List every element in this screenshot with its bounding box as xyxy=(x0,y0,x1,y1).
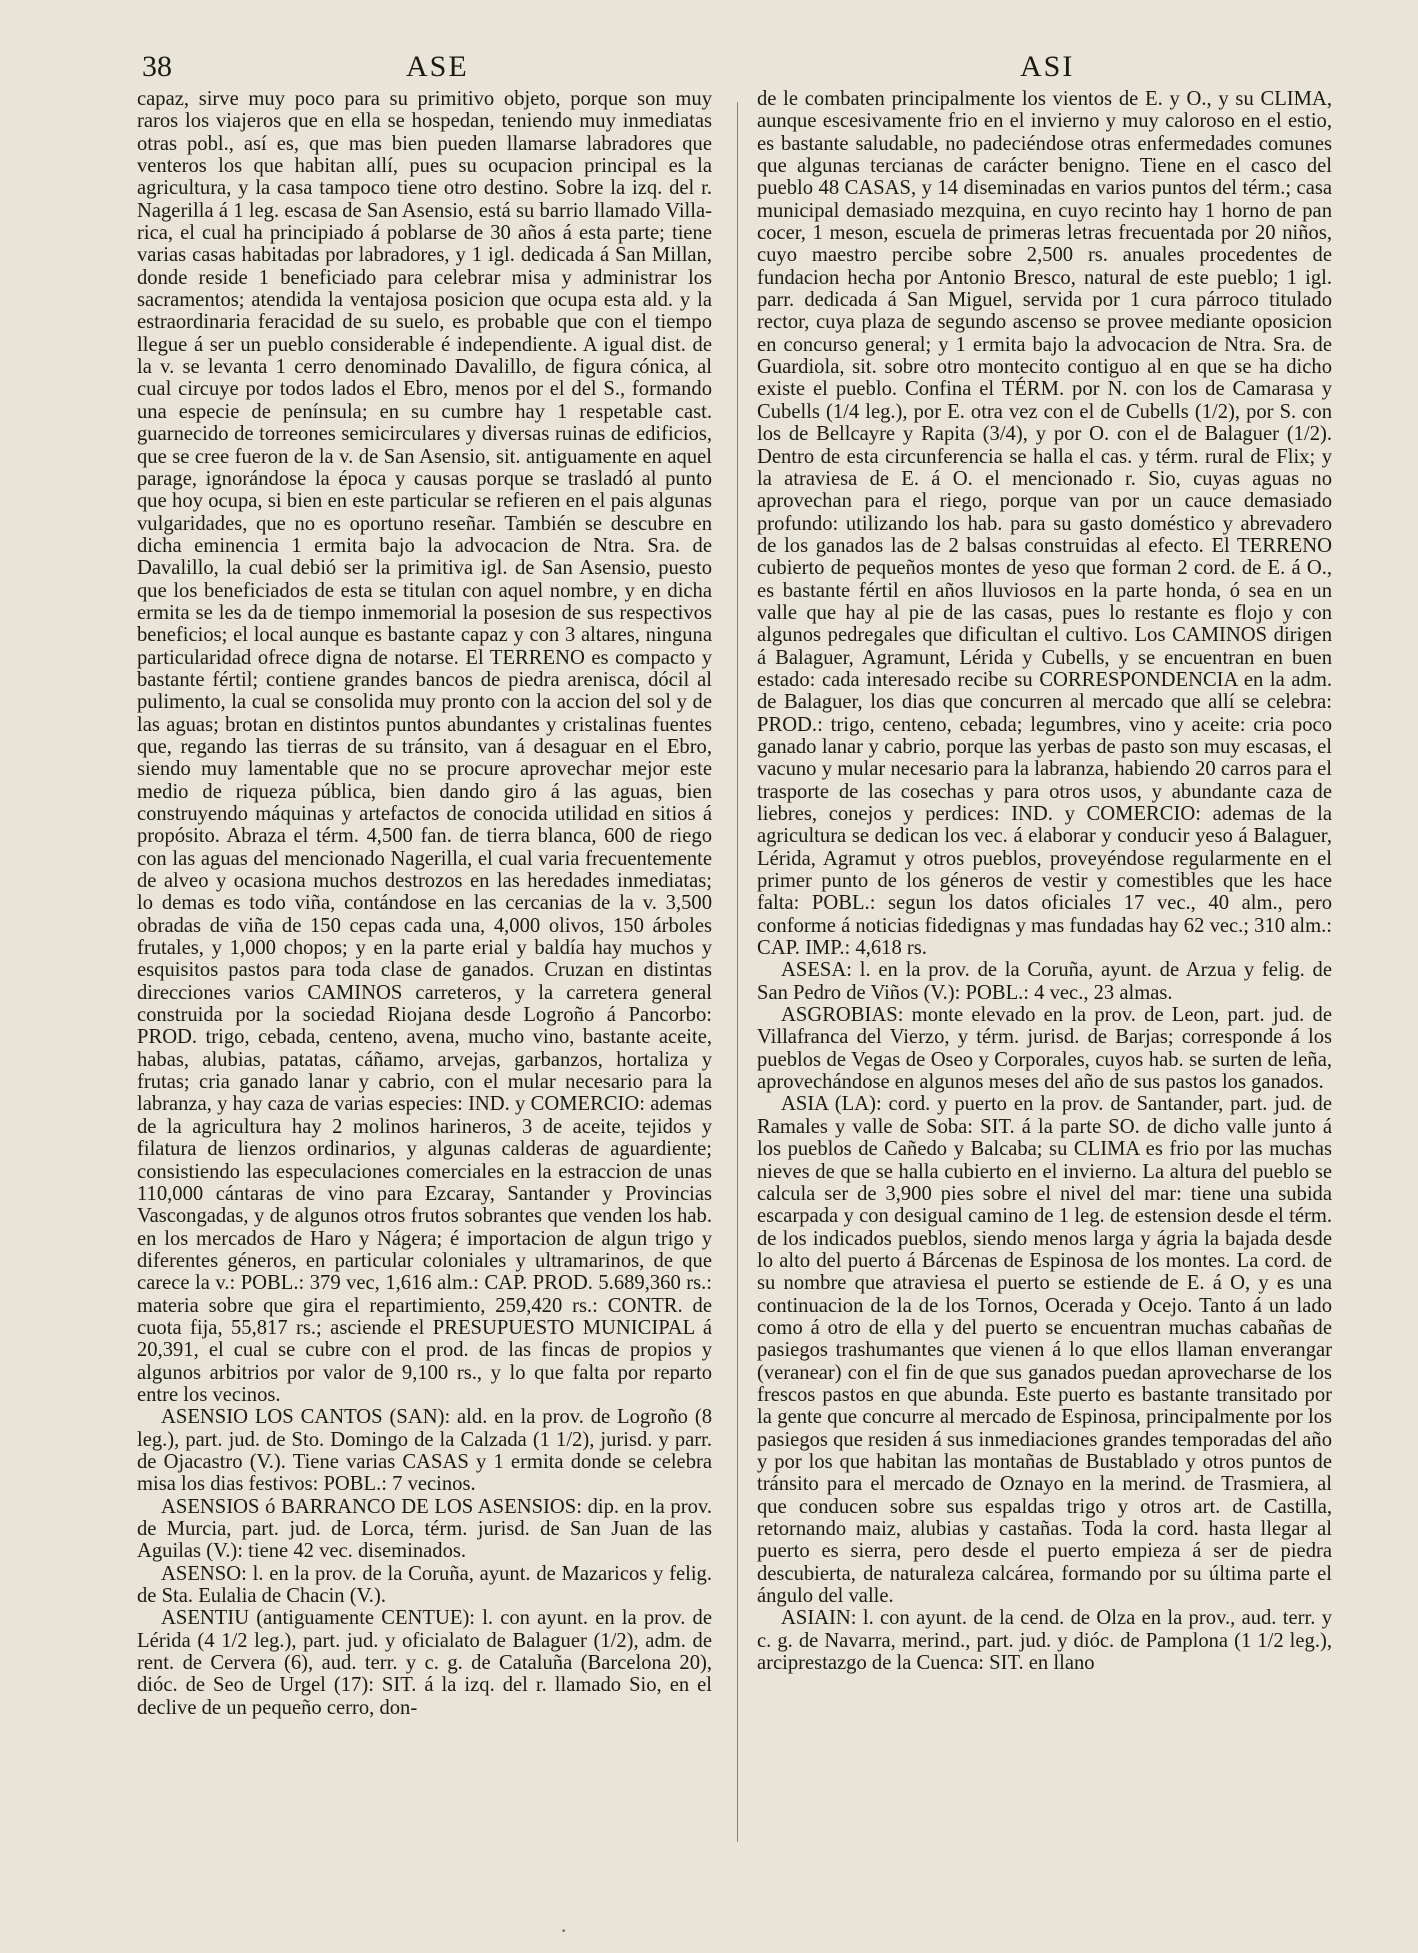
entry-text: : l. con ayunt. de la cend. de Olza en la prov., aud. terr. y c. g. de Navarra, merind., part. jud. y dióc. de Pamplona (1 1/2 leg.), arciprestazgo de la Cuenca: SIT. en llano xyxy=(757,1607,1332,1675)
entry-headword: ASENTIU xyxy=(161,1607,250,1630)
left-column xyxy=(137,88,712,1928)
running-head-left: ASE xyxy=(406,50,469,83)
entry-headword: ASGROBIAS xyxy=(781,1004,898,1027)
entry-headword: ASENSO xyxy=(161,1562,242,1585)
entry-headword: ASESA xyxy=(781,959,847,982)
dictionary-entry xyxy=(137,1563,712,1608)
footer-mark: · xyxy=(560,1918,568,1943)
entry-text: ó BARRANCO DE LOS ASENSIOS: dip. en la prov. de Murcia, part. jud. de Lorca, térm. jurisd. de San Juan de las Aguilas (V.): tiene 42 vec. diseminados. xyxy=(137,1495,712,1563)
entry-text: (antiguamente CENTUE): l. con ayunt. en la prov. de Lérida (4 1/2 leg.), part. jud. y oficialato de Balaguer (1/2), adm. de rent. de Cervera (6), aud. terr. y c. g. de Cataluña (Barcelona 20), dióc. de Seo de Urgel (17): SIT. á la izq. del r. llamado Sio, en el declive de un pequeño cerro, don- xyxy=(137,1607,712,1719)
dictionary-entry xyxy=(137,1607,712,1719)
dictionary-entry xyxy=(757,959,1332,1004)
entry-text: (LA): cord. y puerto en la prov. de Santander, part. jud. de Ramales y valle de Soba: SIT. á la parte SO. de dicho valle junto á los pueblos de Cañedo y Balcaba; su CLIMA es frio por las muchas nieves de que se halla cubierto en el invierno. La altura del pueblo se calcula ser de 3,900 pies sobre el nivel del mar: tiene una subida escarpada y con desigual camino de 1 leg. de estension desde el térm. de los indicados pueblos, siendo menos larga y ágria la bajada desde lo alto del puerto á Bárcenas de Espinosa de los montes. La cord. de su nombre que atraviesa el puerto se estiende de E. á O, y es una continuacion de la de los Tornos, Ocerada y Ocejo. Tanto á un lado como á otro de ella y del puerto se encuentran muchas cabañas de pasiegos trashumantes que vienen á lo que ellos llaman enverangar (veranear) con el fin de que sus ganados puedan aprovecharse de los frescos pastos en que abunda. Este puerto es bastante transitado por la gente que concurre al mercado de Espinosa, principalmente por los pasiegos que residen á sus inmediaciones grandes temporadas del año y por los que habitan las montañas de Bustablado y otros puntos de tránsito para el mercado de Oznayo en la merind. de Trasmiera, al que conducen sobre sus espaldas trigo y otros art. de Castilla, retornando maiz, alubias y castañas. Toda la cord. hasta llegar al puerto es sierra, pero desde el puerto empieza á ser de piedra descubierta, de naturaleza calcárea, formando por su última parte el ángulo del valle. xyxy=(757,1093,1332,1608)
entry-headword: ASIAIN xyxy=(781,1607,851,1630)
dictionary-entry xyxy=(757,1607,1332,1674)
dictionary-entry xyxy=(757,1004,1332,1093)
running-head-right: ASI xyxy=(1020,50,1075,83)
entry-headword: ASENSIOS xyxy=(161,1495,260,1518)
right-column xyxy=(757,88,1332,1928)
entry-headword: ASIA xyxy=(781,1093,828,1116)
entry-continuation: de le combaten principalmente los vientos de E. y O., y su CLIMA, aunque escesivamente frio en el invierno y muy caloroso en el estio, es bastante saludable, no padeciéndose otras enfermedades comunes que algunas tercianas de carácter benigno. Tiene en el casco del pueblo 48 CASAS, y 14 diseminadas en varios puntos del térm.; casa municipal demasiado mezquina, en cuyo recinto hay 1 horno de pan cocer, 1 meson, escuela de primeras letras frecuentada por 20 niños, cuyo maestro percibe sobre 2,500 rs. anuales procedentes de fundacion hecha por Antonio Bresco, natural de este pueblo; 1 igl. parr. dedicada á San Miguel, servida por 1 cura párroco titulado rector, cuya plaza de segundo ascenso se provee mediante oposicion en concurso general; y 1 ermita bajo la advocacion de Ntra. Sra. de Guardiola, sit. sobre otro montecito contiguo al en que se ha dicho existe el pueblo. Confina el TÉRM. por N. con los de Camarasa y Cubells (1/4 leg.), por E. otra vez con el de Cubells (1/2), por S. con los de Bellcayre y Rapita (3/4), y por O. con el de Balaguer (1/2). Dentro de esta circunferencia se halla el cas. y térm. rural de Flix; y la atraviesa de E. á O. el mencionado r. Sio, cuyas aguas no aprovechan para el riego, porque van por un cauce demasiado profundo: utilizando los hab. para su gasto doméstico y abrevadero de los ganados las de 2 balsas construidas al efecto. El TERRENO cubierto de pequeños montes de yeso que forman 2 cord. de E. á O., es bastante fértil en años lluviosos en la parte honda, ó sea en un valle que hay al pie de las casas, pues lo restante es flojo y con algunos pedregales que dificultan el cultivo. Los CAMINOS dirigen á Balaguer, Agramunt, Lérida y Cubells, y se encuentran en buen estado: cada interesado recibe su CORRESPONDENCIA en la adm. de Balaguer, los dias que concurren al mercado que allí se celebra: PROD.: trigo, centeno, cebada; legumbres, vino y aceite: cria poco ganado lanar y cabrio, porque las yerbas de pasto son muy escasas, el vacuno y mular necesario para la labranza, habiendo 20 carros para el trasporte de las cosechas y para otros usos, y abundante caza de liebres, conejos y perdices: IND. y COMERCIO: ademas de la agricultura se dedican los vec. á elaborar y conducir yeso á Balaguer, Lérida, Agramut y otros pueblos, proveyéndose regularmente en el primer punto de los géneros de vestir y comestibles que les hace falta: POBL.: segun los datos oficiales 17 vec., 40 alm., pero conforme á noticias fidedignas y mas fundadas hay 62 vec.; 310 alm.: CAP. IMP.: 4,618 rs. xyxy=(757,88,1332,960)
column-divider xyxy=(737,102,738,1842)
entry-text: : l. en la prov. de la Coruña, ayunt. de Arzua y felig. de San Pedro de Viños (V.): POBL.: 4 vec., 23 almas. xyxy=(757,959,1332,1004)
entry-text: : monte elevado en la prov. de Leon, part. jud. de Villafranca del Vierzo, y térm. jurisd. de Barjas; corresponde á los pueblos de Vegas de Oseo y Corporales, cuyos hab. se surten de leña, aprovechándose en algunos meses del año de sus pastos los ganados. xyxy=(757,1004,1332,1094)
dictionary-entry xyxy=(137,1496,712,1563)
entry-headword: ASENSIO LOS CANTOS xyxy=(161,1406,383,1429)
entry-text: : l. en la prov. de la Coruña, ayunt. de Mazaricos y felig. de Sta. Eulalia de Chacin (V.). xyxy=(137,1562,712,1608)
dictionary-entry xyxy=(757,1093,1332,1607)
dictionary-entry xyxy=(137,1406,712,1495)
page-number: 38 xyxy=(142,50,172,83)
entry-text: (SAN): ald. en la prov. de Logroño (8 leg.), part. jud. de Sto. Domingo de la Calzada (1 1/2), jurisd. y parr. de Ojacastro (V.). Tiene varias CASAS y 1 ermita donde se celebra misa los dias festivos: POBL.: 7 vecinos. xyxy=(137,1406,712,1496)
entry-continuation: capaz, sirve muy poco para su primitivo objeto, porque son muy raros los viajeros que en ella se hospedan, teniendo muy inmediatas otras pobl., así es, que mas bien pueden llamarse labradores que venteros los que habitan allí, pues su ocupacion principal es la agricultura, y la casa tampoco tiene otro destino. Sobre la izq. del r. Nagerilla á 1 leg. escasa de San Asensio, está su barrio llamado Villa-rica, el cual ha principiado á poblarse de 30 años á esta parte; tiene varias casas habitadas por labradores, y 1 igl. dedicada á San Millan, donde reside 1 beneficiado para celebrar misa y administrar los sacramentos; atendida la ventajosa posicion que ocupa esta ald. y la estraordinaria feracidad de su suelo, es probable que con el tiempo llegue á ser un pueblo considerable é independiente. A igual dist. de la v. se levanta 1 cerro denominado Davalillo, de figura cónica, al cual circuye por todos lados el Ebro, menos por el del S., formando una especie de península; en su cumbre hay 1 respetable cast. guarnecido de torreones semicirculares y diversas ruinas de edificios, que se cree fueron de la v. de San Asensio, sit. antiguamente en aquel parage, ignorándose la época y causas porque se trasladó al punto que hoy ocupa, si bien en este particular se refieren en el pais algunas vulgaridades, que no es oportuno reseñar. También se descubre en dicha eminencia 1 ermita bajo la advocacion de Ntra. Sra. de Davalillo, la cual debió ser la primitiva igl. de San Asensio, puesto que los beneficiados de esta se titulan con aquel nombre, y en dicha ermita se les da de tiempo inmemorial la posesion de sus respectivos beneficios; el local aunque es bastante capaz y con 3 altares, ninguna particularidad ofrece digna de notarse. El TERRENO es compacto y bastante fértil; contiene grandes bancos de piedra arenisca, dócil al pulimento, la cual se consolida muy pronto con la accion del sol y de las aguas; brotan en distintos puntos abundantes y cristalinas fuentes que, regando las tierras de su tránsito, van á desaguar en el Ebro, siendo muy lamentable que no se procure aprovechar mejor este medio de riqueza pública, bien dando giro á las aguas, bien construyendo máquinas y artefactos de conocida utilidad en sitios á propósito. Abraza el térm. 4,500 fan. de tierra blanca, 600 de riego con las aguas del mencionado Nagerilla, el cual varia frecuentemente de alveo y ocasiona muchos destrozos en las heredades inmediatas; lo demas es todo viña, contándose en las cercanias de la v. 3,500 obradas de viña de 150 cepas cada una, 4,000 olivos, 150 árboles frutales, y 1,000 chopos; y en la parte erial y baldía hay muchos y esquisitos pastos para toda clase de ganados. Cruzan en distintas direcciones varios CAMINOS carreteros, y la carretera general construida por la sociedad Riojana desde Logroño á Pancorbo: PROD. trigo, cebada, centeno, avena, mucho vino, bastante aceite, habas, alubias, patatas, cáñamo, arvejas, garbanzos, hortaliza y frutas; cria ganado lanar y cabrio, con el mular necesario para la labranza, y hay caza de varias especies: IND. y COMERCIO: ademas de la agricultura hay 2 molinos harineros, 3 de aceite, tejidos y filatura de lienzos ordinarios, y algunas calderas de aguardiente; consistiendo las especulaciones comerciales en la estraccion de unas 110,000 cántaras de vino para Ezcaray, Santander y Provincias Vascongadas, y de algunos otros frutos sobrantes que venden los hab. en los mercados de Haro y Nágera; é importacion de algun trigo y diferentes géneros, en particular coloniales y ultramarinos, de que carece la v.: POBL.: 379 vec, 1,616 alm.: CAP. PROD. 5.689,360 rs.: materia sobre que gira el repartimiento, 259,420 rs.: CONTR. de cuota fija, 55,817 rs.; asciende el PRESUPUESTO MUNICIPAL á 20,391, el cual se cubre con el prod. de las fincas de propios y algunos arbitrios por valor de 9,100 rs., y lo que falta por reparto entre los vecinos. xyxy=(137,88,712,1406)
